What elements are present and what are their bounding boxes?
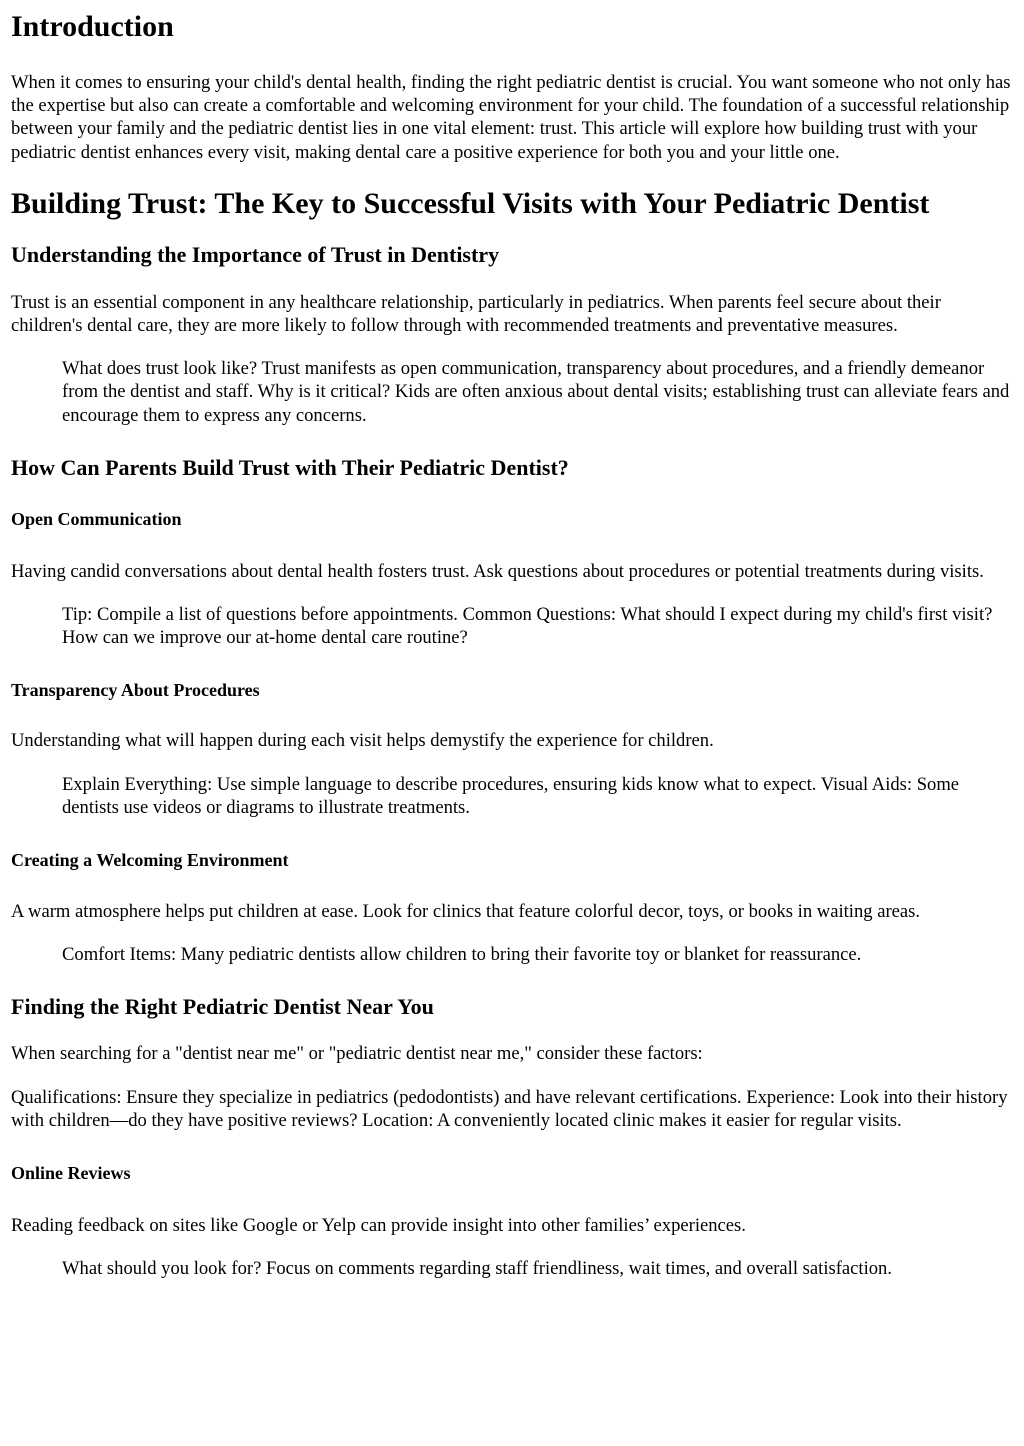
environment-heading: Creating a Welcoming Environment — [11, 850, 289, 871]
finding-paragraph-factors: Qualifications: Ensure they specialize in pediatrics (pedodontists) and have relevant certifications. Experience: Look into their history with children—do they have positive reviews? Location: A conveniently located clinic makes it easier for regular visits. — [11, 1086, 1008, 1131]
environment-paragraph: A warm atmosphere helps put children at ease. Look for clinics that feature colorful decor, toys, or books in waiting areas. — [11, 901, 921, 923]
intro-paragraph: When it comes to ensuring your child's dental health, finding the right pediatric dentist is crucial. You want someone who not only has the expertise but also can create a comfortable and welcoming environment for your child. The foundation of a successful relationship between your family and the pediatric dentist lies in one vital element: trust. This article will explore how building trust with your pediatric dentist enhances every visit, making dental care a positive experience for both you and your little one. — [11, 72, 1011, 163]
transparency-quote: Explain Everything: Use simple language to describe procedures, ensuring kids know what to expect. Visual Aids: Some dentists use videos or diagrams to illustrate treatments. — [62, 773, 960, 818]
environment-quote: Comfort Items: Many pediatric dentists allow children to bring their favorite toy or blanket for reassurance. — [62, 944, 862, 966]
reviews-quote: What should you look for? Focus on comments regarding staff friendliness, wait times, and overall satisfaction. — [62, 1258, 892, 1280]
transparency-paragraph: Understanding what will happen during each visit helps demystify the experience for children. — [11, 730, 714, 752]
importance-heading: Understanding the Importance of Trust in Dentistry — [11, 241, 500, 267]
intro-heading: Introduction — [11, 10, 174, 43]
page-title: Building Trust: The Key to Successful Visits with Your Pediatric Dentist — [11, 186, 930, 220]
build-trust-heading: How Can Parents Build Trust with Their Pediatric Dentist? — [11, 454, 569, 480]
reviews-heading: Online Reviews — [11, 1163, 131, 1184]
importance-quote: What does trust look like? Trust manifests as open communication, transparency about procedures, and a friendly demeanor from the dentist and staff. Why is it critical? Kids are often anxious about dental visits; establishing trust can alleviate fears and encourage them to express any concerns. — [62, 358, 1010, 426]
finding-heading: Finding the Right Pediatric Dentist Near You — [11, 994, 434, 1020]
communication-heading: Open Communication — [11, 508, 182, 529]
importance-paragraph: Trust is an essential component in any healthcare relationship, particularly in pediatrics. When parents feel secure about their children's dental care, they are more likely to follow through with recommended treatments and preventative measures. — [11, 291, 941, 337]
finding-paragraph-intro: When searching for a "dentist near me" or "pediatric dentist near me," consider these factors: — [11, 1043, 703, 1065]
communication-quote: Tip: Compile a list of questions before appointments. Common Questions: What should I expect during my child's first visit? How can we improve our at-home dental care routine? — [62, 604, 993, 649]
transparency-heading: Transparency About Procedures — [11, 680, 260, 701]
communication-paragraph: Having candid conversations about dental health fosters trust. Ask questions about procedures or potential treatments during visits. — [11, 560, 984, 582]
reviews-paragraph: Reading feedback on sites like Google or Yelp can provide insight into other families’ experiences. — [11, 1215, 746, 1237]
